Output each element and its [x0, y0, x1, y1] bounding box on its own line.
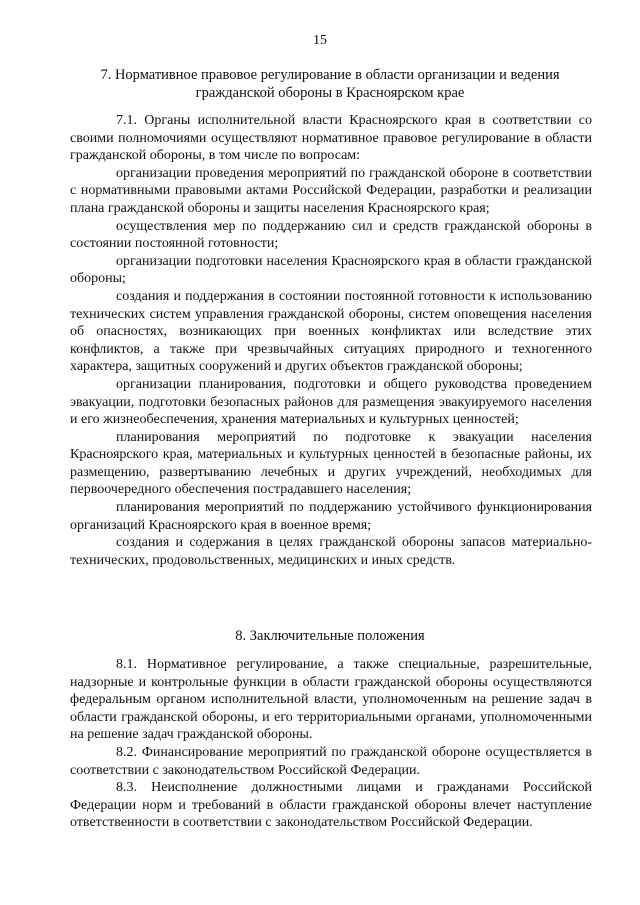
- paragraph-8-1: 8.1. Нормативное регулирование, а также специальные, разрешительные, надзорные и контрольные функции в области гражданской обороны осуществляются федеральным органом исполнительной власти, уполномоченным на решение задач в области гражданской обороны, и его территориальными органами, уполномоченными на решение задач гражданской обороны.: [70, 657, 592, 743]
- section-8-heading: [70, 627, 590, 645]
- paragraph-item: создания и поддержания в состоянии постоянной готовности к использованию технических систем управления гражданской обороны, систем оповещения населения об опасностях, возникающих при военных конфликтах или вследствие этих конфликтов, а также при чрезвычайных ситуациях природного и техногенного характера, защитных сооружений и других объектов гражданской обороны;: [70, 288, 592, 375]
- heading-line: 7. Нормативное правовое регулирование в области организации и ведения: [100, 67, 560, 83]
- paragraph-item: создания и содержания в целях гражданской обороны запасов материально-технических, продовольственных, медицинских и иных средств.: [70, 535, 592, 568]
- paragraph-item: планирования мероприятий по поддержанию устойчивого функционирования организаций Красноярского края в военное время;: [70, 500, 592, 533]
- paragraph-item: организации проведения мероприятий по гражданской обороне в соответствии с нормативными правовыми актами Российской Федерации, разработки и реализации плана гражданской обороны и защиты населения Красноярского края;: [70, 165, 592, 216]
- section-8-body: [70, 656, 592, 832]
- paragraph-item: организации планирования, подготовки и общего руководства проведением эвакуации, подготовки безопасных районов для размещения эвакуируемого населения и его жизнеобеспечения, хранения материальных и культурных ценностей;: [70, 376, 592, 428]
- paragraph-8-2: 8.2. Финансирование мероприятий по гражданской обороне осуществляется в соответствии с законодательством Российской Федерации.: [70, 744, 592, 778]
- page-number: 15: [313, 33, 327, 48]
- section-7-body: [70, 112, 592, 569]
- section-7-heading: [70, 66, 590, 102]
- paragraph-item: организации подготовки населения Красноярского края в области гражданской обороны;: [70, 253, 592, 287]
- heading-line: гражданской обороны в Красноярском крае: [195, 85, 465, 101]
- paragraph-7-1: 7.1. Органы исполнительной власти Красноярского края в соответствии со своими полномочиями осуществляют нормативное правовое регулирование в области гражданской обороны, в том числе по вопросам:: [70, 113, 592, 164]
- paragraph-8-3: 8.3. Неисполнение должностными лицами и гражданами Российской Федерации норм и требований в области гражданской обороны влечет наступление ответственности в соответствии с законодательством Российской Федерации.: [70, 780, 592, 831]
- paragraph-item: осуществления мер по поддержанию сил и средств гражданской обороны в состоянии постоянной готовности;: [70, 218, 592, 252]
- paragraph-item: планирования мероприятий по подготовке к эвакуации населения Красноярского края, материальных и культурных ценностей в безопасные районы, их размещению, развертыванию лечебных и других учреждений, необходимых для первоочередного обеспечения пострадавшего населения;: [70, 429, 592, 498]
- heading-line: 8. Заключительные положения: [235, 628, 425, 644]
